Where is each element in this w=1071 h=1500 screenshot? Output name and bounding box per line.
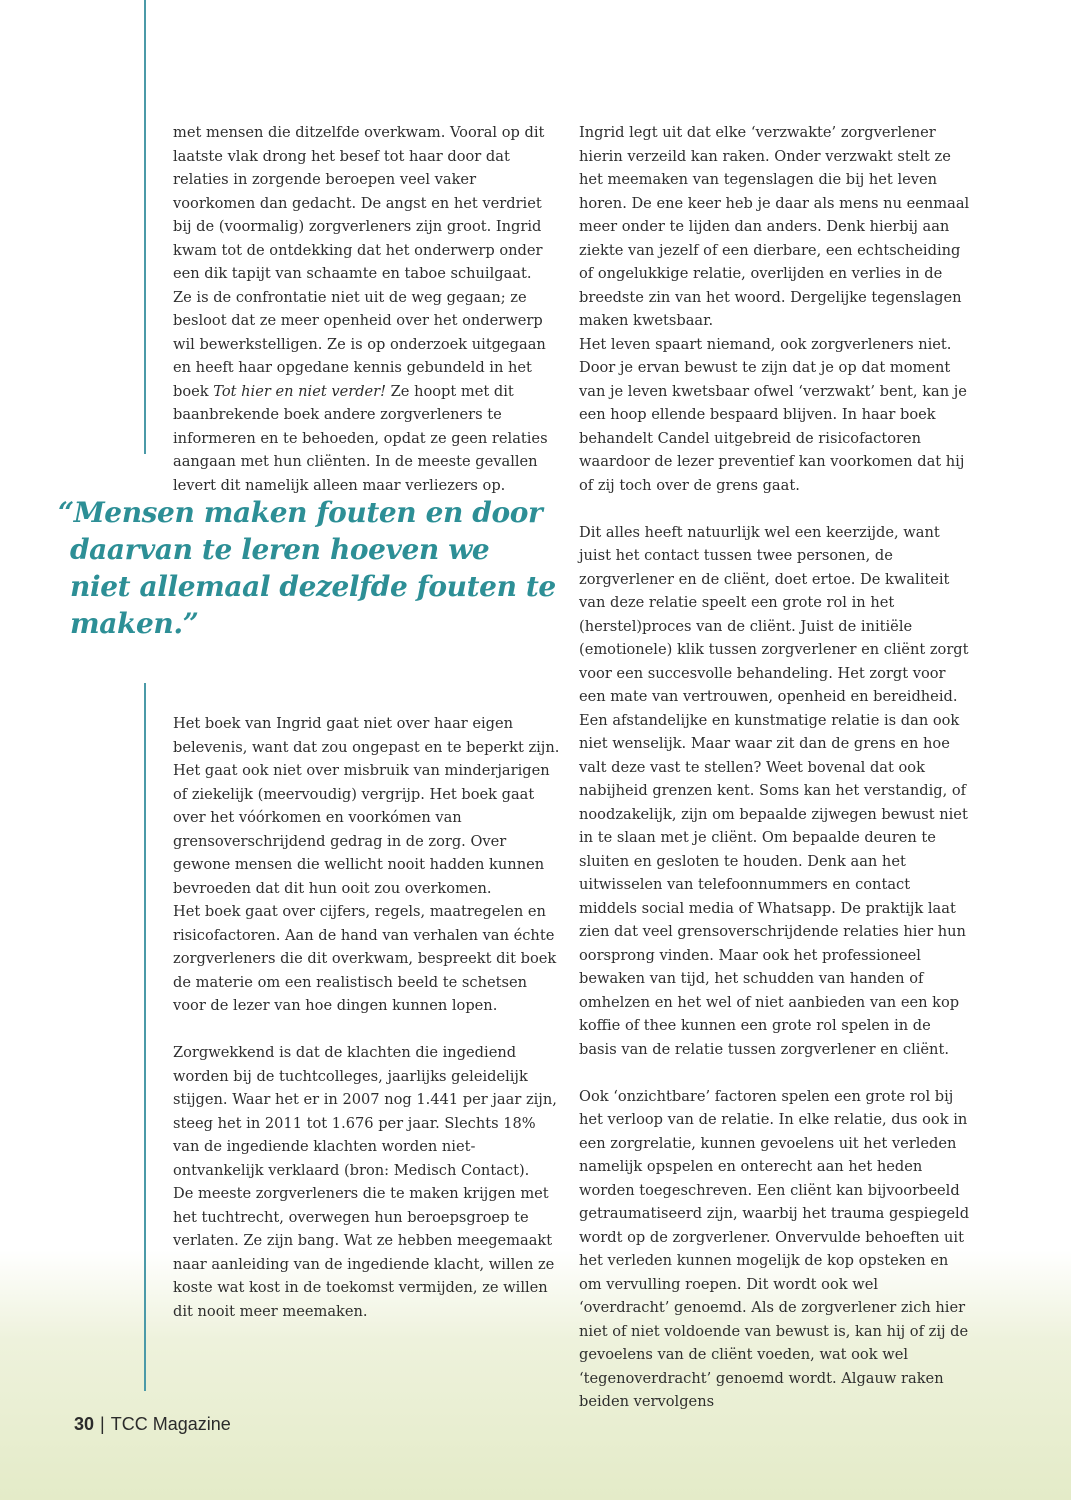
pull-quote-line: “Mensen maken fouten en door <box>58 496 543 529</box>
paragraph: De meeste zorgverleners die te maken krijgen met het tuchtrecht, overwegen hun beroepsgroep te verlaten. Ze zijn bang. Wat ze hebben meegemaakt naar aanleiding van de ingediende klacht, willen ze koste wat kost in de toekomst vermijden, ze willen dit nooit meer meemaken. <box>173 1185 555 1320</box>
paragraph: Ook ‘onzichtbare’ factoren spelen een grote rol bij het verloop van de relatie. In elke relatie, dus ook in een zorgrelatie, kunnen gevoelens uit het verleden namelijk opspelen en onterecht aan het heden worden toegeschreven. Een cliënt kan bijvoorbeeld getraumatiseerd zijn, waarbij het trauma gespiegeld wordt op de zorgverlener. Onvervulde behoeften uit het verleden kunnen mogelijk de kop opsteken en om vervulling roepen. Dit wordt ook wel ‘overdracht’ genoemd. Als de zorgverlener zich hier niet of niet voldoende van bewust is, kan hij of zij de gevoelens van de cliënt voeden, wat ook wel ‘tegenoverdracht’ genoemd wordt. Algauw raken beiden vervolgens <box>579 1087 970 1410</box>
paragraph: Het boek van Ingrid gaat niet over haar eigen belevenis, want dat zou ongepast en te beperkt zijn. Het gaat ook niet over misbruik van minderjarigen of ziekelijk (meervoudig) vergrijp. Het boek gaat over het vóórkomen en voorkómen van grensoverschrijdend gedrag in de zorg. Over gewone mensen die wellicht nooit hadden kunnen bevroeden dat dit hun ooit zou overkomen. <box>173 715 560 897</box>
column-rule-bottom <box>144 683 146 1391</box>
paragraph: Zorgwekkend is dat de klachten die ingediend worden bij de tuchtcolleges, jaarlijks geleidelijk stijgen. Waar het er in 2007 nog 1.441 per jaar zijn, steeg het in 2011 tot 1.676 per jaar. Slechts 18% van de ingediende klachten worden niet-ontvankelijk verklaard (bron: Medisch Contact). <box>173 1044 557 1179</box>
paragraph: Ingrid legt uit dat elke ‘verzwakte’ zorgverlener hierin verzeild kan raken. Onder verzwakt stelt ze het meemaken van tegenslagen die bij het leven horen. De ene keer heb je daar als mens nu eenmaal meer onder te lijden dan anders. Denk hierbij aan ziekte van jezelf of een dierbare, een echtscheiding of ongelukkige relatie, overlijden en verlies in de breedste zin van het woord. Dergelijke tegenslagen maken kwetsbaar. <box>579 124 970 329</box>
pull-quote-line: daarvan te leren hoeven we <box>70 533 490 566</box>
magazine-name: TCC Magazine <box>110 1414 231 1434</box>
pull-quote-line: maken.” <box>70 607 199 640</box>
paragraph: Het leven spaart niemand, ook zorgverleners niet. Door je ervan bewust te zijn dat je op dat moment van je leven kwetsbaar ofwel ‘verzwakt’ bent, kan je een hoop ellende bespaard blijven. In haar boek behandelt Candel uitgebreid de risicofactoren waardoor de lezer preventief kan voorkomen dat hij of zij toch over de grens gaat. <box>579 335 967 494</box>
footer-separator: | <box>100 1414 105 1434</box>
column-rule-top <box>144 0 146 454</box>
paragraph: met mensen die ditzelfde overkwam. Vooral op dit laatste vlak drong het besef tot haar door dat relaties in zorgende beroepen veel vaker voorkomen dan gedacht. De angst en het verdriet bij de (voormalig) zorgverleners zijn groot. Ingrid kwam tot de ontdekking dat het onderwerp onder een dik tapijt van schaamte en taboe schuilgaat. <box>173 124 545 282</box>
paragraph: Dit alles heeft natuurlijk wel een keerzijde, want juist het contact tussen twee personen, de zorgverlener en de cliënt, doet ertoe. De kwaliteit van deze relatie speelt een grote rol in het (herstel)proces van de cliënt. Juist de initiële (emotionele) klik tussen zorgverlener en cliënt zorgt voor een succesvolle behandeling. Het zorgt voor een mate van vertrouwen, openheid en bereidheid. Een afstandelijke en kunstmatige relatie is dan ook niet wenselijk. Maar waar zit dan de grens en hoe valt deze vast te stellen? Weet bovenal dat ook nabijheid grenzen kent. Soms kan het verstandig, of noodzakelijk, zijn om bepaalde zijwegen bewust niet in te slaan met je cliënt. Om bepaalde deuren te sluiten en gesloten te houden. Denk aan het uitwisselen van telefoonnummers en contact middels social media of Whatsapp. De praktijk laat zien dat veel grensoverschrijdende relaties hier hun oorsprong vinden. Maar ook het professioneel bewaken van tijd, het schudden van handen of omhelzen en het wel of niet aanbieden van een kop koffie of thee kunnen een grote rol spelen in de basis van de relatie tussen zorgverlener en cliënt. <box>579 523 969 1058</box>
left-column-top <box>173 121 561 497</box>
paragraph: Het boek gaat over cijfers, regels, maatregelen en risicofactoren. Aan de hand van verhalen van échte zorgverleners die dit overkwam, bespreekt dit boek de materie om een realistisch beeld te schetsen voor de lezer van hoe dingen kunnen lopen. <box>173 903 557 1014</box>
pull-quote-line: niet allemaal dezelfde fouten te <box>70 570 556 603</box>
right-column <box>579 121 971 1414</box>
paragraph: Ze is de confrontatie niet uit de weg gegaan; ze besloot dat ze meer openheid over het onderwerp wil bewerkstelligen. Ze is op onderzoek uitgegaan en heeft haar opgedane kennis gebundeld in het boek Tot hier en niet verder! Ze hoopt met dit baanbrekende boek andere zorgverleners te informeren en te behoeden, opdat ze geen relaties aangaan met hun cliënten. In de meeste gevallen levert dit namelijk alleen maar verliezers op. <box>173 288 548 494</box>
book-title: Tot hier en niet verder! <box>213 382 387 400</box>
pull-quote <box>58 494 556 642</box>
page-footer <box>74 1414 231 1435</box>
page-number: 30 <box>74 1414 95 1434</box>
left-column-bottom <box>173 712 561 1323</box>
